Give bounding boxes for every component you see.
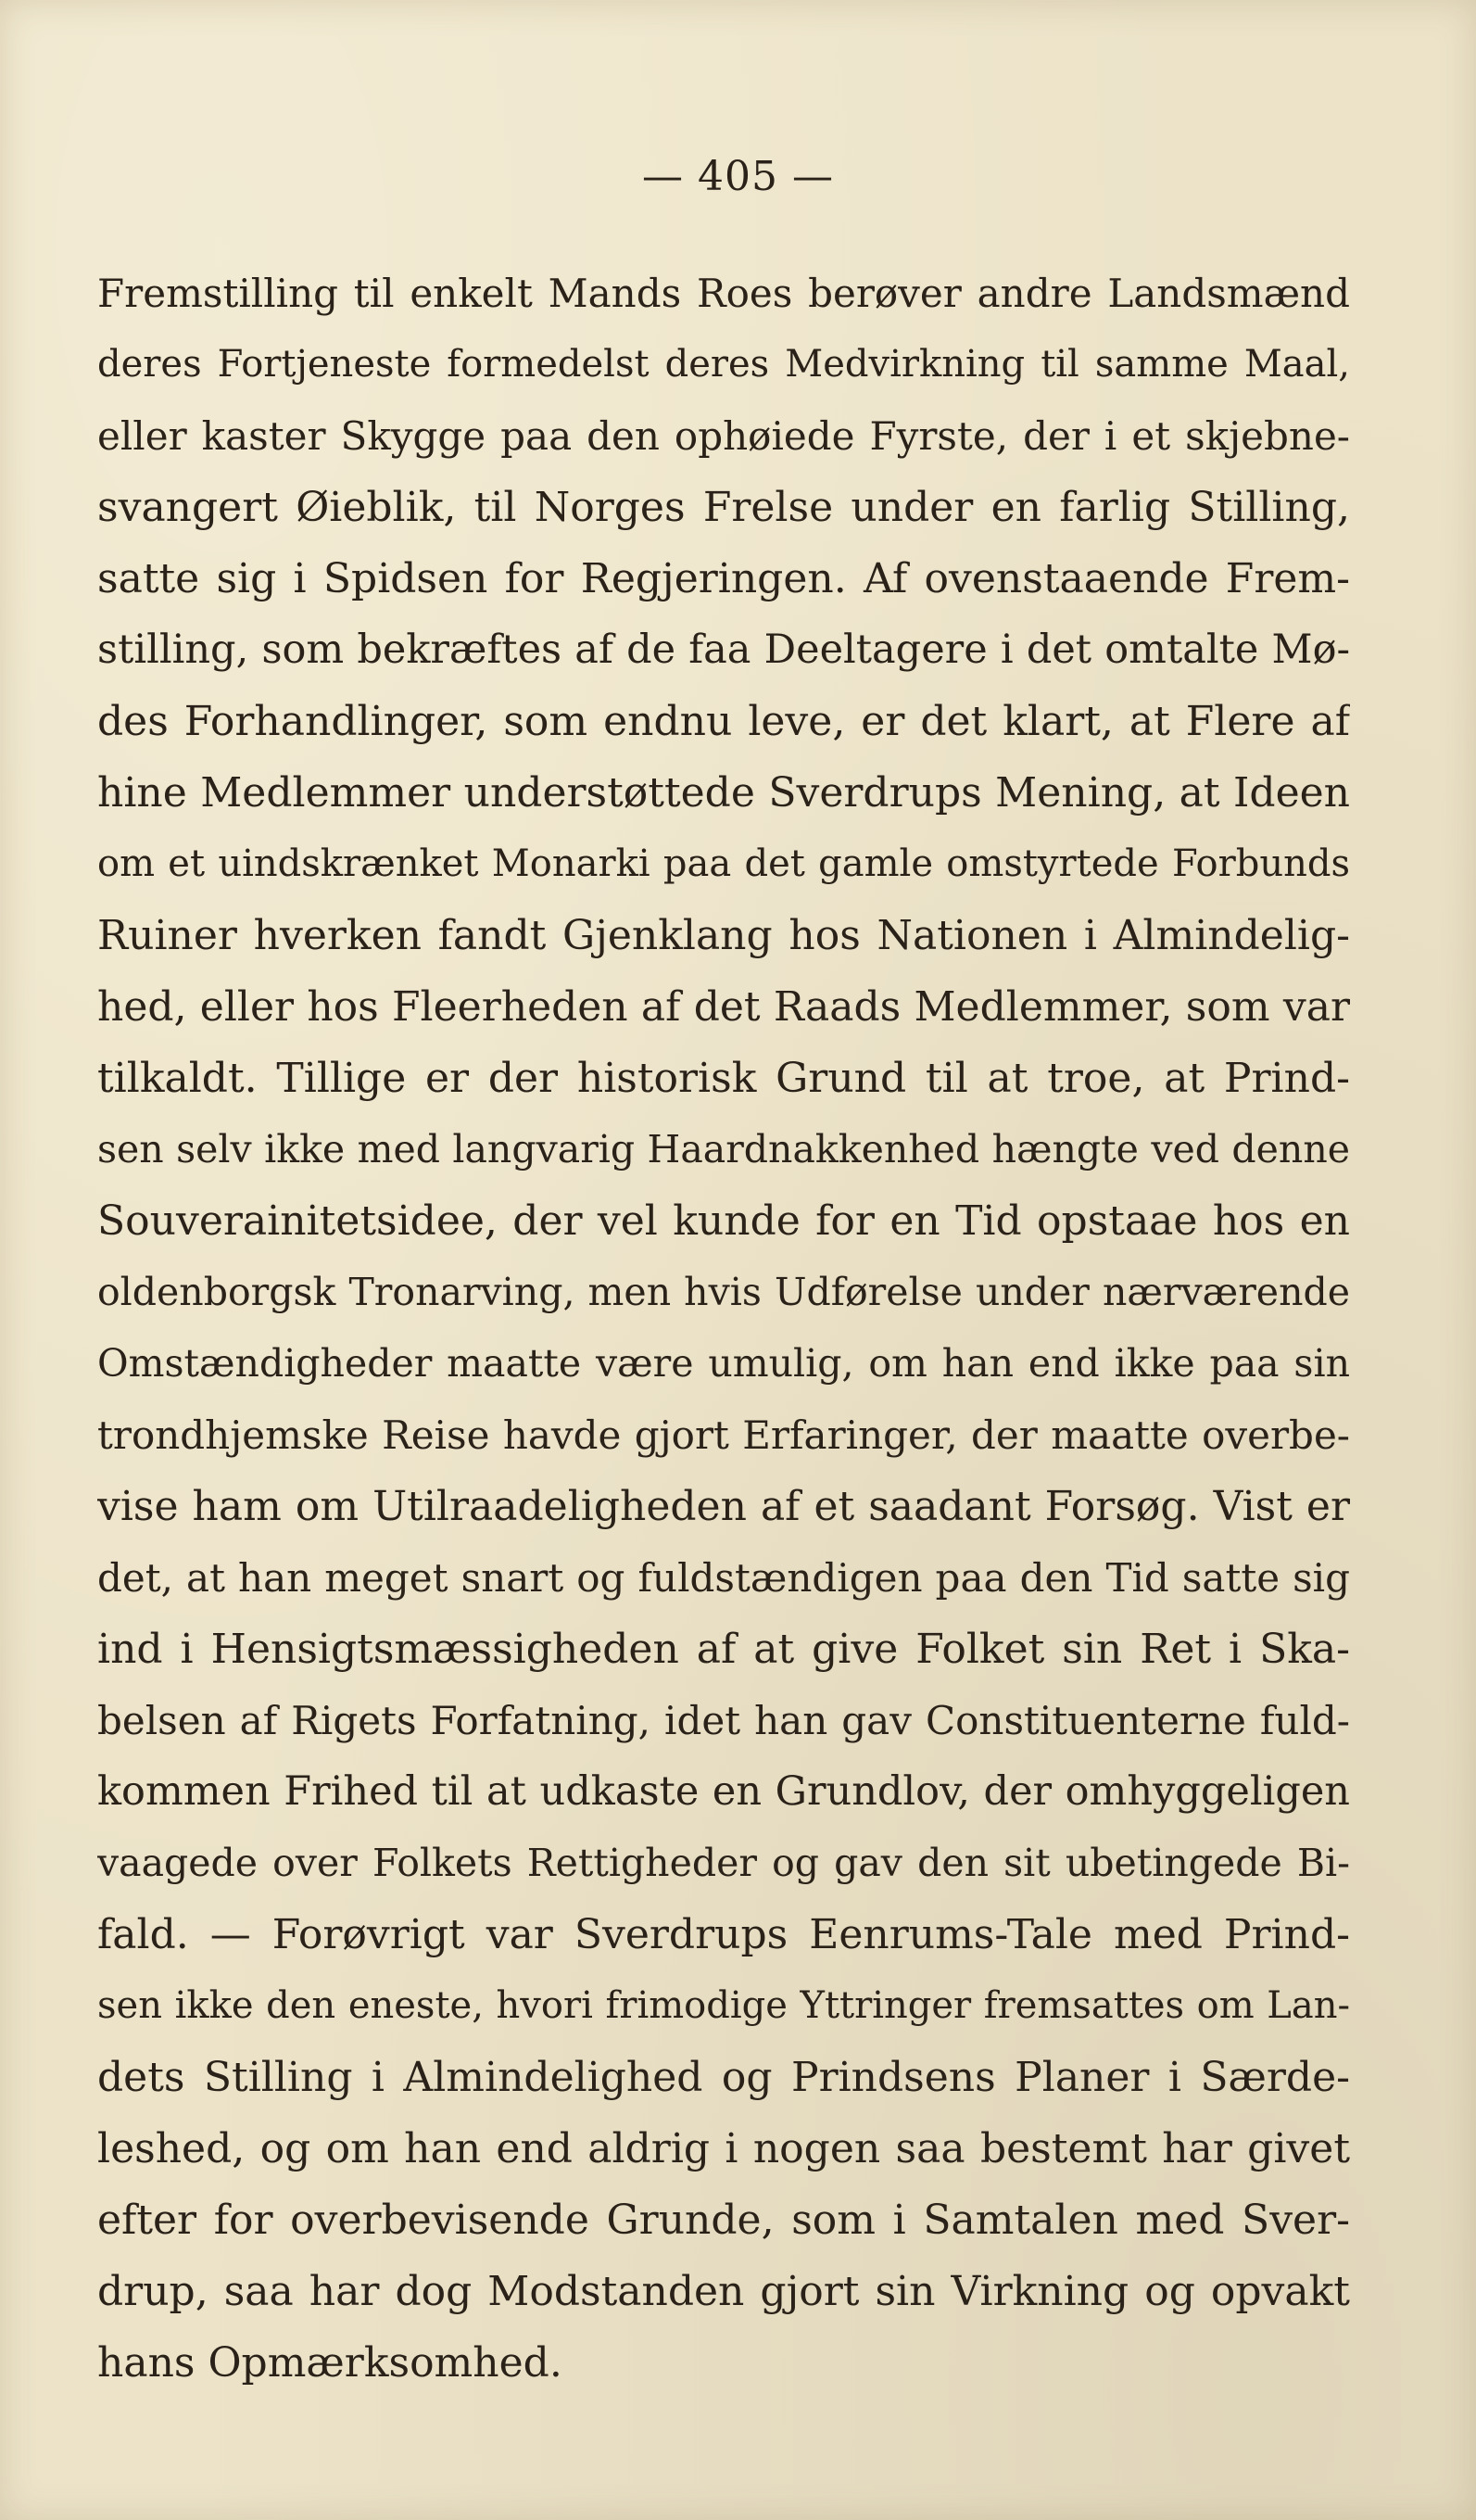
text-line: Fremstilling til enkelt Mands Roes berøver andre Landsmænd (97, 271, 1350, 316)
text-line: dets Stilling i Almindelighed og Prindsens Planer i Særde- (97, 2054, 1350, 2101)
text-line: vaagede over Folkets Rettigheder og gav den sit ubetingede Bi- (97, 1841, 1350, 1885)
text-line: Omstændigheder maatte være umulig, om han end ikke paa sin (97, 1341, 1350, 1386)
text-line: efter for overbevisende Grunde, som i Samtalen med Sver- (97, 2197, 1350, 2244)
text-line: Ruiner hverken fandt Gjenklang hos Nationen i Almindelig- (97, 912, 1350, 959)
text-line: deres Fortjeneste formedelst deres Medvirkning til samme Maal, (97, 343, 1350, 386)
text-line: drup, saa har dog Modstanden gjort sin Virkning og opvakt (97, 2268, 1350, 2315)
text-line: oldenborgsk Tronarving, men hvis Udførelse under nærværende (97, 1270, 1350, 1314)
text-line: hed, eller hos Fleerheden af det Raads Medlemmer, som var (97, 983, 1350, 1031)
text-line: leshed, og om han end aldrig i nogen saa bestemt har givet (97, 2125, 1350, 2172)
text-line: om et uindskrænket Monarki paa det gamle omstyrtede Forbunds (97, 842, 1350, 885)
text-line: svangert Øieblik, til Norges Frelse under en farlig Stilling, (97, 484, 1350, 531)
text-line: eller kaster Skygge paa den ophøiede Fyrste, der i et skjebne- (97, 413, 1350, 459)
body-text (97, 258, 1350, 2399)
text-line: fald. — Forøvrigt var Sverdrups Eenrums-Tale med Prind- (97, 1911, 1350, 1958)
text-line: satte sig i Spidsen for Regjeringen. Af ovenstaaende Frem- (97, 555, 1350, 602)
text-line: trondhjemske Reise havde gjort Erfaringer, der maatte overbe- (97, 1412, 1350, 1458)
page-number: — 405 — (642, 153, 834, 200)
text-line: vise ham om Utilraadeligheden af et saadant Forsøg. Vist er (97, 1483, 1350, 1530)
text-line: sen ikke den eneste, hvori frimodige Yttringer fremsattes om Lan- (97, 1984, 1350, 2027)
text-line: stilling, som bekræftes af de faa Deeltagere i det omtalte Mø- (97, 627, 1350, 673)
text-line-final: hans Opmærksomhed. (97, 2339, 562, 2387)
text-line: Souverainitetsidee, der vel kunde for en Tid opstaae hos en (97, 1197, 1350, 1245)
text-line: kommen Frihed til at udkaste en Grundlov, der omhyggeligen (97, 1768, 1350, 1815)
text-line: det, at han meget snart og fuldstændigen paa den Tid satte sig (97, 1555, 1350, 1601)
text-line: des Forhandlinger, som endnu leve, er det klart, at Flere af (97, 698, 1350, 745)
text-line: hine Medlemmer understøttede Sverdrups Mening, at Ideen (97, 769, 1350, 817)
text-line: belsen af Rigets Forfatning, idet han gav Constituenterne fuld- (97, 1698, 1350, 1743)
text-line: sen selv ikke med langvarig Haardnakkenhed hængte ved denne (97, 1127, 1350, 1171)
text-line: tilkaldt. Tillige er der historisk Grund til at troe, at Prind- (97, 1055, 1350, 1102)
text-line: ind i Hensigtsmæssigheden af at give Folket sin Ret i Ska- (97, 1626, 1350, 1673)
